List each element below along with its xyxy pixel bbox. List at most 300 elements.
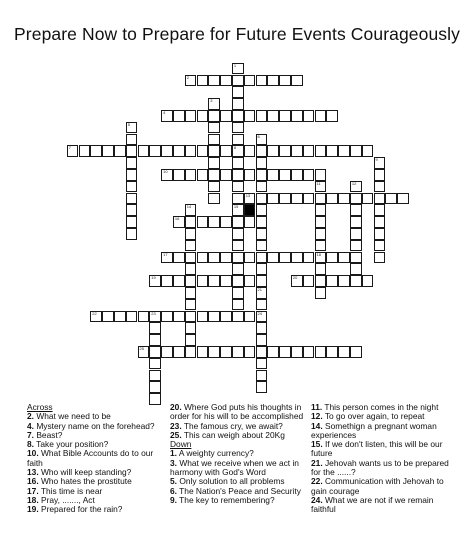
grid-cell[interactable] — [185, 169, 197, 181]
grid-cell[interactable] — [220, 275, 232, 287]
cell-number: 25 — [139, 345, 144, 351]
grid-cell[interactable] — [350, 228, 362, 240]
grid-cell[interactable] — [338, 275, 350, 287]
grid-cell[interactable] — [67, 145, 79, 157]
grid-cell[interactable] — [244, 252, 256, 264]
clue-down — [170, 496, 308, 505]
grid-cell[interactable] — [197, 346, 209, 358]
grid-cell[interactable] — [161, 346, 173, 358]
grid-cell[interactable] — [256, 216, 268, 228]
grid-cell[interactable] — [256, 228, 268, 240]
cell-number: 17 — [163, 251, 168, 257]
grid-cell[interactable] — [102, 145, 114, 157]
grid-cell[interactable] — [350, 263, 362, 275]
grid-cell[interactable] — [303, 252, 315, 264]
grid-cell[interactable] — [315, 181, 327, 193]
grid-cell[interactable] — [185, 275, 197, 287]
grid-cell[interactable] — [208, 311, 220, 323]
clue-number: 17. — [27, 485, 39, 496]
grid-cell[interactable] — [138, 145, 150, 157]
grid-cell[interactable] — [185, 346, 197, 358]
cell-number: 24 — [257, 310, 262, 316]
grid-cell[interactable] — [220, 110, 232, 122]
grid-cell[interactable] — [173, 145, 185, 157]
grid-cell[interactable] — [126, 145, 138, 157]
grid-cell[interactable] — [374, 204, 386, 216]
clue-down — [311, 459, 451, 478]
grid-cell[interactable] — [350, 216, 362, 228]
cell-number: 8 — [233, 145, 237, 151]
cell-number: 21 — [257, 286, 262, 292]
grid-cell[interactable] — [279, 252, 291, 264]
clue-number: 19. — [27, 504, 39, 515]
grid-cell[interactable] — [338, 193, 350, 205]
clue-number: 22. — [311, 476, 323, 487]
grid-cell[interactable] — [232, 145, 244, 157]
grid-cell[interactable] — [315, 346, 327, 358]
grid-cell[interactable] — [374, 252, 386, 264]
clue-number: 9. — [170, 494, 177, 505]
grid-cell[interactable] — [126, 228, 138, 240]
grid-cell[interactable] — [185, 240, 197, 252]
grid-cell[interactable] — [303, 346, 315, 358]
grid-cell[interactable] — [220, 169, 232, 181]
grid-cell[interactable] — [173, 110, 185, 122]
grid-cell[interactable] — [244, 75, 256, 87]
clue-number: 10. — [27, 448, 39, 459]
cell-number: 13 — [245, 192, 251, 198]
clue-number: 16. — [27, 476, 39, 487]
grid-cell[interactable] — [279, 346, 291, 358]
grid-cell[interactable] — [197, 169, 209, 181]
grid-cell[interactable] — [315, 228, 327, 240]
grid-cell[interactable] — [161, 252, 173, 264]
grid-cell[interactable] — [326, 275, 338, 287]
grid-cell[interactable] — [362, 193, 374, 205]
grid-cell[interactable] — [256, 287, 268, 299]
grid-cell[interactable] — [185, 322, 197, 334]
grid-cell[interactable] — [244, 346, 256, 358]
grid-cell[interactable] — [197, 216, 209, 228]
grid-cell[interactable] — [338, 145, 350, 157]
grid-cell[interactable] — [397, 193, 409, 205]
grid-cell[interactable] — [350, 275, 362, 287]
grid-cell[interactable] — [315, 145, 327, 157]
grid-cell[interactable] — [279, 169, 291, 181]
grid-cell[interactable] — [350, 204, 362, 216]
grid-cell[interactable] — [338, 252, 350, 264]
grid-cell[interactable] — [338, 346, 350, 358]
grid-cell[interactable] — [90, 145, 102, 157]
cell-number: 3 — [210, 98, 213, 104]
clue-down — [311, 496, 451, 515]
clue-text: What we are not if we remain faithful — [311, 494, 434, 515]
grid-cell[interactable] — [256, 181, 268, 193]
grid-cell[interactable] — [126, 181, 138, 193]
down-heading: Down — [170, 439, 192, 450]
grid-cell[interactable] — [315, 110, 327, 122]
grid-cell[interactable] — [138, 311, 150, 323]
grid-cell[interactable] — [362, 145, 374, 157]
grid-cell[interactable] — [149, 275, 161, 287]
grid-cell[interactable] — [185, 334, 197, 346]
grid-cell[interactable] — [232, 63, 244, 75]
clue-text: To go over again, to repeat — [322, 411, 425, 422]
cell-number: 10 — [163, 168, 168, 174]
grid-cell[interactable] — [232, 181, 244, 193]
grid-cell[interactable] — [185, 287, 197, 299]
grid-cell[interactable] — [208, 134, 220, 146]
grid-cell[interactable] — [256, 75, 268, 87]
across-heading: Across — [27, 402, 53, 412]
grid-cell[interactable] — [149, 381, 161, 393]
clue-list — [0, 400, 474, 555]
black-square — [244, 204, 256, 216]
grid-cell[interactable] — [197, 145, 209, 157]
cell-number: 12 — [351, 180, 357, 186]
grid-cell[interactable] — [267, 346, 279, 358]
grid-cell[interactable] — [185, 145, 197, 157]
grid-cell[interactable] — [220, 75, 232, 87]
grid-cell[interactable] — [291, 193, 303, 205]
grid-cell[interactable] — [256, 193, 268, 205]
grid-cell[interactable] — [102, 311, 114, 323]
grid-cell[interactable] — [256, 263, 268, 275]
grid-cell[interactable] — [173, 169, 185, 181]
grid-cell[interactable] — [149, 370, 161, 382]
grid-cell[interactable] — [315, 169, 327, 181]
grid-cell[interactable] — [232, 216, 244, 228]
clue-text: A weighty currency? — [177, 448, 254, 459]
clue-text: What Bible Accounts do to our faith — [27, 448, 154, 468]
grid-cell[interactable] — [315, 204, 327, 216]
grid-cell[interactable] — [232, 98, 244, 110]
grid-cell[interactable] — [185, 75, 197, 87]
grid-cell[interactable] — [208, 122, 220, 134]
cell-number: 7 — [68, 145, 71, 151]
grid-cell[interactable] — [256, 346, 268, 358]
grid-cell[interactable] — [126, 169, 138, 181]
grid-cell[interactable] — [291, 169, 303, 181]
grid-cell[interactable] — [149, 311, 161, 323]
clue-text: This time is near — [38, 485, 103, 496]
grid-cell[interactable] — [350, 346, 362, 358]
grid-cell[interactable] — [291, 75, 303, 87]
clue-number: 23. — [170, 420, 182, 431]
cell-number: 2 — [186, 74, 189, 80]
grid-cell[interactable] — [138, 346, 150, 358]
grid-cell[interactable] — [232, 275, 244, 287]
grid-cell[interactable] — [256, 381, 268, 393]
grid-cell[interactable] — [256, 169, 268, 181]
grid-cell[interactable] — [303, 275, 315, 287]
grid-cell[interactable] — [303, 169, 315, 181]
grid-cell[interactable] — [161, 110, 173, 122]
grid-cell[interactable] — [267, 252, 279, 264]
clue-number: 3. — [170, 457, 177, 468]
clue-text: Jehovah wants us to be prepared for the ......? — [311, 457, 449, 478]
grid-cell[interactable] — [208, 252, 220, 264]
grid-cell[interactable] — [173, 216, 185, 228]
grid-cell[interactable] — [374, 240, 386, 252]
clue-text: What we receive when we act in harmony with God's Word — [170, 457, 299, 478]
grid-cell[interactable] — [256, 322, 268, 334]
grid-cell[interactable] — [291, 110, 303, 122]
grid-cell[interactable] — [315, 287, 327, 299]
grid-cell[interactable] — [326, 346, 338, 358]
grid-cell[interactable] — [185, 311, 197, 323]
grid-cell[interactable] — [256, 145, 268, 157]
grid-cell[interactable] — [126, 157, 138, 169]
grid-cell[interactable] — [291, 275, 303, 287]
grid-cell[interactable] — [315, 263, 327, 275]
clue-text: Take your position? — [34, 439, 109, 450]
grid-cell[interactable] — [197, 275, 209, 287]
grid-cell[interactable] — [149, 334, 161, 346]
grid-cell[interactable] — [232, 204, 244, 216]
grid-cell[interactable] — [350, 181, 362, 193]
grid-cell[interactable] — [232, 134, 244, 146]
grid-cell[interactable] — [326, 145, 338, 157]
grid-cell[interactable] — [291, 252, 303, 264]
grid-cell[interactable] — [126, 134, 138, 146]
grid-cell[interactable] — [350, 145, 362, 157]
grid-cell[interactable] — [374, 228, 386, 240]
grid-cell[interactable] — [220, 346, 232, 358]
clue-text: The Nation's Peace and Security — [177, 485, 301, 496]
grid-cell[interactable] — [208, 346, 220, 358]
grid-cell[interactable] — [185, 228, 197, 240]
grid-cell[interactable] — [279, 193, 291, 205]
clue-number: 15. — [311, 439, 323, 450]
clue-text: Who hates the prostitute — [38, 476, 132, 487]
grid-cell[interactable] — [220, 145, 232, 157]
grid-cell[interactable] — [244, 193, 256, 205]
grid-cell[interactable] — [173, 252, 185, 264]
grid-cell[interactable] — [374, 157, 386, 169]
grid-cell[interactable] — [208, 157, 220, 169]
clue-number: 4. — [27, 420, 34, 431]
grid-cell[interactable] — [256, 275, 268, 287]
grid-cell[interactable] — [232, 169, 244, 181]
grid-cell[interactable] — [256, 334, 268, 346]
grid-cell[interactable] — [220, 252, 232, 264]
grid-cell[interactable] — [197, 311, 209, 323]
grid-cell[interactable] — [232, 346, 244, 358]
grid-cell[interactable] — [161, 311, 173, 323]
grid-cell[interactable] — [326, 110, 338, 122]
clue-text: This can weigh about 20Kg — [181, 429, 285, 440]
clue-number: 25. — [170, 429, 182, 440]
cell-number: 23 — [151, 310, 156, 316]
grid-cell[interactable] — [220, 311, 232, 323]
grid-cell[interactable] — [232, 86, 244, 98]
grid-cell[interactable] — [126, 193, 138, 205]
clue-down — [170, 459, 308, 478]
grid-cell[interactable] — [315, 193, 327, 205]
cell-number: 20 — [292, 275, 298, 281]
cell-number: 4 — [163, 109, 166, 115]
grid-cell[interactable] — [374, 216, 386, 228]
grid-cell[interactable] — [220, 216, 232, 228]
grid-cell[interactable] — [197, 110, 209, 122]
grid-cell[interactable] — [161, 169, 173, 181]
clue-number: 7. — [27, 429, 34, 440]
grid-cell[interactable] — [256, 157, 268, 169]
clue-number: 12. — [311, 411, 323, 422]
grid-cell[interactable] — [291, 145, 303, 157]
grid-cell[interactable] — [350, 193, 362, 205]
grid-cell[interactable] — [149, 346, 161, 358]
grid-cell[interactable] — [208, 193, 220, 205]
grid-cell[interactable] — [326, 252, 338, 264]
grid-cell[interactable] — [256, 110, 268, 122]
clue-text: Mystery name on the forehead? — [34, 420, 155, 431]
clue-number: 21. — [311, 457, 323, 468]
grid-cell[interactable] — [350, 252, 362, 264]
grid-cell[interactable] — [114, 145, 126, 157]
grid-cell[interactable] — [256, 252, 268, 264]
clue-text: The key to remembering? — [177, 494, 275, 505]
grid-cell[interactable] — [232, 311, 244, 323]
grid-cell[interactable] — [256, 311, 268, 323]
grid-cell[interactable] — [315, 240, 327, 252]
grid-cell[interactable] — [149, 145, 161, 157]
grid-cell[interactable] — [161, 275, 173, 287]
grid-cell[interactable] — [232, 157, 244, 169]
grid-cell[interactable] — [244, 145, 256, 157]
grid-cell[interactable] — [315, 252, 327, 264]
grid-cell[interactable] — [208, 75, 220, 87]
grid-cell[interactable] — [197, 75, 209, 87]
grid-cell[interactable] — [374, 193, 386, 205]
grid-cell[interactable] — [267, 75, 279, 87]
grid-cell[interactable] — [385, 193, 397, 205]
grid-cell[interactable] — [279, 110, 291, 122]
grid-cell[interactable] — [149, 358, 161, 370]
grid-cell[interactable] — [315, 216, 327, 228]
grid-cell[interactable] — [126, 216, 138, 228]
grid-cell[interactable] — [279, 75, 291, 87]
grid-cell[interactable] — [208, 275, 220, 287]
clue-down — [311, 422, 451, 441]
grid-cell[interactable] — [79, 145, 91, 157]
grid-cell[interactable] — [126, 311, 138, 323]
clue-text: Who will keep standing? — [38, 467, 132, 478]
grid-cell[interactable] — [126, 204, 138, 216]
cell-number: 5 — [127, 121, 130, 127]
clue-text: Somethign a pregnant woman experiences — [311, 420, 437, 440]
grid-cell[interactable] — [173, 311, 185, 323]
grid-cell[interactable] — [232, 110, 244, 122]
grid-cell[interactable] — [90, 311, 102, 323]
clue-across — [27, 449, 167, 468]
grid-cell[interactable] — [256, 240, 268, 252]
clue-number: 24. — [311, 494, 323, 505]
grid-cell[interactable] — [362, 275, 374, 287]
clue-number: 14. — [311, 420, 323, 431]
clue-column-1 — [27, 403, 167, 515]
grid-cell[interactable] — [244, 311, 256, 323]
grid-cell[interactable] — [185, 110, 197, 122]
grid-cell[interactable] — [303, 193, 315, 205]
grid-cell[interactable] — [267, 145, 279, 157]
grid-cell[interactable] — [185, 216, 197, 228]
cell-number: 14 — [186, 204, 192, 210]
grid-cell[interactable] — [161, 145, 173, 157]
grid-cell[interactable] — [208, 110, 220, 122]
grid-cell[interactable] — [114, 311, 126, 323]
grid-cell[interactable] — [256, 299, 268, 311]
grid-cell[interactable] — [279, 145, 291, 157]
grid-cell[interactable] — [232, 122, 244, 134]
grid-cell[interactable] — [208, 216, 220, 228]
grid-cell[interactable] — [326, 193, 338, 205]
grid-cell[interactable] — [173, 346, 185, 358]
grid-cell[interactable] — [267, 110, 279, 122]
grid-cell[interactable] — [374, 181, 386, 193]
grid-cell[interactable] — [208, 169, 220, 181]
grid-cell[interactable] — [232, 252, 244, 264]
clue-text: If we don't listen, this will be our future — [311, 439, 443, 459]
grid-cell[interactable] — [185, 252, 197, 264]
clue-number: 8. — [27, 439, 34, 450]
grid-cell[interactable] — [208, 98, 220, 110]
grid-cell[interactable] — [197, 252, 209, 264]
grid-cell[interactable] — [256, 134, 268, 146]
grid-cell[interactable] — [185, 263, 197, 275]
grid-cell[interactable] — [244, 110, 256, 122]
grid-cell[interactable] — [315, 275, 327, 287]
grid-cell[interactable] — [232, 287, 244, 299]
grid-cell[interactable] — [256, 204, 268, 216]
grid-cell[interactable] — [185, 204, 197, 216]
grid-cell[interactable] — [303, 145, 315, 157]
grid-cell[interactable] — [232, 299, 244, 311]
grid-cell[interactable] — [267, 169, 279, 181]
grid-cell[interactable] — [208, 181, 220, 193]
puzzle-title: Prepare Now to Prepare for Future Events Courageously — [14, 24, 460, 44]
grid-cell[interactable] — [173, 275, 185, 287]
cell-number: 15 — [233, 204, 239, 210]
clue-text: What we need to be — [34, 411, 111, 422]
grid-cell[interactable] — [244, 275, 256, 287]
grid-cell[interactable] — [350, 240, 362, 252]
grid-cell[interactable] — [374, 169, 386, 181]
grid-cell[interactable] — [185, 299, 197, 311]
grid-cell[interactable] — [291, 346, 303, 358]
grid-cell[interactable] — [232, 75, 244, 87]
grid-cell[interactable] — [232, 193, 244, 205]
grid-cell[interactable] — [208, 145, 220, 157]
clue-number: 2. — [27, 411, 34, 422]
grid-cell[interactable] — [232, 240, 244, 252]
grid-cell[interactable] — [303, 110, 315, 122]
grid-cell[interactable] — [244, 216, 256, 228]
grid-cell[interactable] — [126, 122, 138, 134]
grid-cell[interactable] — [256, 370, 268, 382]
grid-cell[interactable] — [256, 358, 268, 370]
grid-cell[interactable] — [232, 228, 244, 240]
cell-number: 22 — [92, 310, 97, 316]
clue-number: 5. — [170, 476, 177, 487]
grid-cell[interactable] — [149, 322, 161, 334]
grid-cell[interactable] — [244, 169, 256, 181]
clue-number: 6. — [170, 485, 177, 496]
grid-cell[interactable] — [267, 193, 279, 205]
grid-cell[interactable] — [232, 263, 244, 275]
clue-text: Pray, ......., Act — [38, 494, 95, 505]
